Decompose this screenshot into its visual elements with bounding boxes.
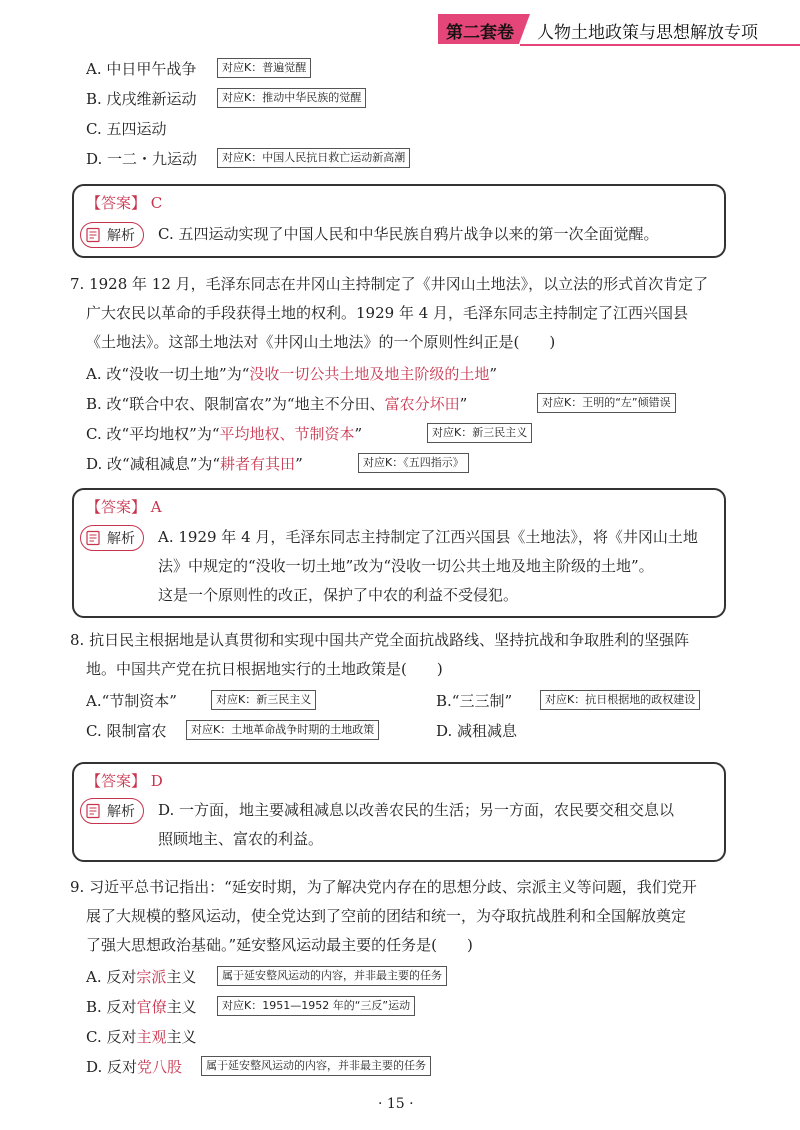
q6-option-d: D. 一二・九运动 bbox=[86, 150, 198, 168]
q9-option-b-highlight: 官僚 bbox=[136, 998, 167, 1016]
header-tag: 第二套卷 bbox=[446, 23, 514, 43]
q9-option-c-text: C. 反对 bbox=[86, 1028, 137, 1046]
q9-option-b-note: 对应K：1951—1952 年的“三反”运动 bbox=[217, 996, 415, 1016]
q8-option-a: A.“节制资本” bbox=[86, 692, 177, 710]
q7-parse-line: 这是一个原则性的改正，保护了中农的利益不受侵犯。 bbox=[158, 586, 519, 604]
q7-option-d-highlight: 耕者有其田 bbox=[220, 455, 296, 473]
q9-stem-line: 了强大思想政治基础。”延安整风运动最主要的任务是( ) bbox=[86, 936, 473, 954]
header-underline bbox=[520, 44, 800, 46]
q7-option-a-end: ” bbox=[489, 365, 498, 383]
q9-option-d bbox=[86, 1056, 182, 1077]
q8-parse-line: 照顾地主、富农的利益。 bbox=[158, 830, 324, 848]
q6-parse-badge bbox=[80, 222, 144, 248]
document-icon bbox=[85, 227, 101, 243]
q9-option-a-highlight: 宗派 bbox=[136, 968, 167, 986]
q9-option-a-end: 主义 bbox=[166, 968, 197, 986]
q7-option-c-highlight: 平均地权、节制资本 bbox=[219, 425, 355, 443]
q9-option-c-highlight: 主观 bbox=[136, 1028, 167, 1046]
q7-option-c bbox=[86, 423, 362, 444]
q7-answer-label: 【答案】 bbox=[86, 498, 147, 516]
q7-option-b-text: B. 改“联合中农、限制富农”为“地主不分田、 bbox=[86, 395, 385, 413]
q8-option-b-note: 对应K：抗日根据地的政权建设 bbox=[540, 690, 700, 710]
q7-option-c-text: C. 改“平均地权”为“ bbox=[86, 425, 220, 443]
q7-parse-line: A. 1929 年 4 月，毛泽东同志主持制定了江西兴国县《土地法》，将《井冈山土地 bbox=[158, 528, 698, 546]
q8-option-d: D. 减租减息 bbox=[436, 722, 518, 740]
q6-option-a: A. 中日甲午战争 bbox=[86, 60, 197, 78]
q9-option-b-end: 主义 bbox=[166, 998, 197, 1016]
q7-option-a-text: A. 改“没收一切土地”为“ bbox=[86, 365, 250, 383]
q6-answer bbox=[86, 192, 162, 213]
q8-parse-label: 解析 bbox=[107, 804, 135, 820]
page-number: · 15 · bbox=[378, 1096, 414, 1112]
q8-parse-badge bbox=[80, 798, 144, 824]
q9-option-b-text: B. 反对 bbox=[86, 998, 137, 1016]
q7-parse-line: 法》中规定的“没收一切土地”改为“没收一切公共土地及地主阶级的土地”。 bbox=[158, 557, 654, 575]
q9-option-d-text: D. 反对 bbox=[86, 1058, 138, 1076]
q6-answer-label: 【答案】 bbox=[86, 194, 147, 212]
q7-stem-line: 7. 1928 年 12 月，毛泽东同志在井冈山主持制定了《井冈山土地法》，以立法的形式首次肯定了 bbox=[70, 275, 709, 293]
q7-stem-line: 《土地法》。这部土地法对《井冈山土地法》的一个原则性纠正是( ) bbox=[86, 333, 556, 351]
q6-option-d-note: 对应K：中国人民抗日救亡运动新高潮 bbox=[217, 148, 410, 168]
q7-parse-label: 解析 bbox=[107, 531, 135, 547]
q6-parse-label: 解析 bbox=[107, 228, 135, 244]
q7-parse-badge bbox=[80, 525, 144, 551]
q9-option-c-end: 主义 bbox=[166, 1028, 197, 1046]
q7-option-b bbox=[86, 393, 467, 414]
q7-answer bbox=[86, 496, 162, 517]
document-icon bbox=[85, 530, 101, 546]
q7-option-b-note: 对应K：王明的“左”倾错误 bbox=[537, 393, 676, 413]
q7-option-c-note: 对应K：新三民主义 bbox=[427, 423, 532, 443]
q7-option-d-end: ” bbox=[295, 455, 303, 473]
q8-stem-line: 8. 抗日民主根据地是认真贯彻和实现中国共产党全面抗战路线、坚持抗战和争取胜利的坚强阵 bbox=[70, 631, 690, 649]
q7-option-a bbox=[86, 363, 497, 384]
q7-stem-line: 广大农民以革命的手段获得土地的权利。1929 年 4 月，毛泽东同志主持制定了江西兴国县 bbox=[86, 304, 689, 322]
q6-option-a-note: 对应K：普遍觉醒 bbox=[217, 58, 311, 78]
q7-option-a-highlight: 没收一切公共土地及地主阶级的土地 bbox=[249, 365, 490, 383]
q8-option-a-note: 对应K：新三民主义 bbox=[211, 690, 316, 710]
q9-option-d-note: 属于延安整风运动的内容，并非最主要的任务 bbox=[201, 1056, 431, 1076]
q8-option-b: B.“三三制” bbox=[436, 692, 513, 710]
q7-option-b-end: ” bbox=[459, 395, 468, 413]
q9-option-a bbox=[86, 966, 196, 987]
q8-parse-line: D. 一方面，地主要减租减息以改善农民的生活；另一方面，农民要交租交息以 bbox=[158, 801, 675, 819]
q6-parse-line: C. 五四运动实现了中国人民和中华民族自鸦片战争以来的第一次全面觉醒。 bbox=[158, 225, 659, 243]
q9-option-b bbox=[86, 996, 197, 1017]
q6-option-c: C. 五四运动 bbox=[86, 120, 167, 138]
q7-answer-value: A bbox=[150, 498, 162, 516]
q8-option-c: C. 限制富农 bbox=[86, 722, 167, 740]
q9-stem-line: 9. 习近平总书记指出：“延安时期，为了解决党内存在的思想分歧、宗派主义等问题，我们党开 bbox=[70, 878, 697, 896]
q8-answer-label: 【答案】 bbox=[86, 772, 147, 790]
q7-option-b-highlight: 富农分坏田 bbox=[384, 395, 460, 413]
q6-answer-value: C bbox=[150, 194, 163, 212]
q9-option-d-highlight: 党八股 bbox=[137, 1058, 183, 1076]
q7-option-d-note: 对应K：《五四指示》 bbox=[358, 453, 469, 473]
q7-option-c-end: ” bbox=[354, 425, 363, 443]
q8-answer-value: D bbox=[150, 772, 163, 790]
q8-answer bbox=[86, 770, 163, 791]
q7-option-d-text: D. 改“减租减息”为“ bbox=[86, 455, 221, 473]
q9-option-a-note: 属于延安整风运动的内容，并非最主要的任务 bbox=[217, 966, 447, 986]
q8-option-c-note: 对应K：土地革命战争时期的土地政策 bbox=[186, 720, 379, 740]
q8-stem-line: 地。中国共产党在抗日根据地实行的土地政策是( ) bbox=[86, 660, 443, 678]
q6-option-b-note: 对应K：推动中华民族的觉醒 bbox=[217, 88, 366, 108]
document-icon bbox=[85, 803, 101, 819]
q6-option-b: B. 戊戌维新运动 bbox=[86, 90, 197, 108]
q7-option-d bbox=[86, 453, 303, 474]
header-title: 人物土地政策与思想解放专项 bbox=[537, 23, 758, 43]
q9-stem-line: 展了大规模的整风运动，使全党达到了空前的团结和统一，为夺取抗战胜利和全国解放奠定 bbox=[86, 907, 687, 925]
q9-option-c bbox=[86, 1026, 197, 1047]
q9-option-a-text: A. 反对 bbox=[86, 968, 137, 986]
